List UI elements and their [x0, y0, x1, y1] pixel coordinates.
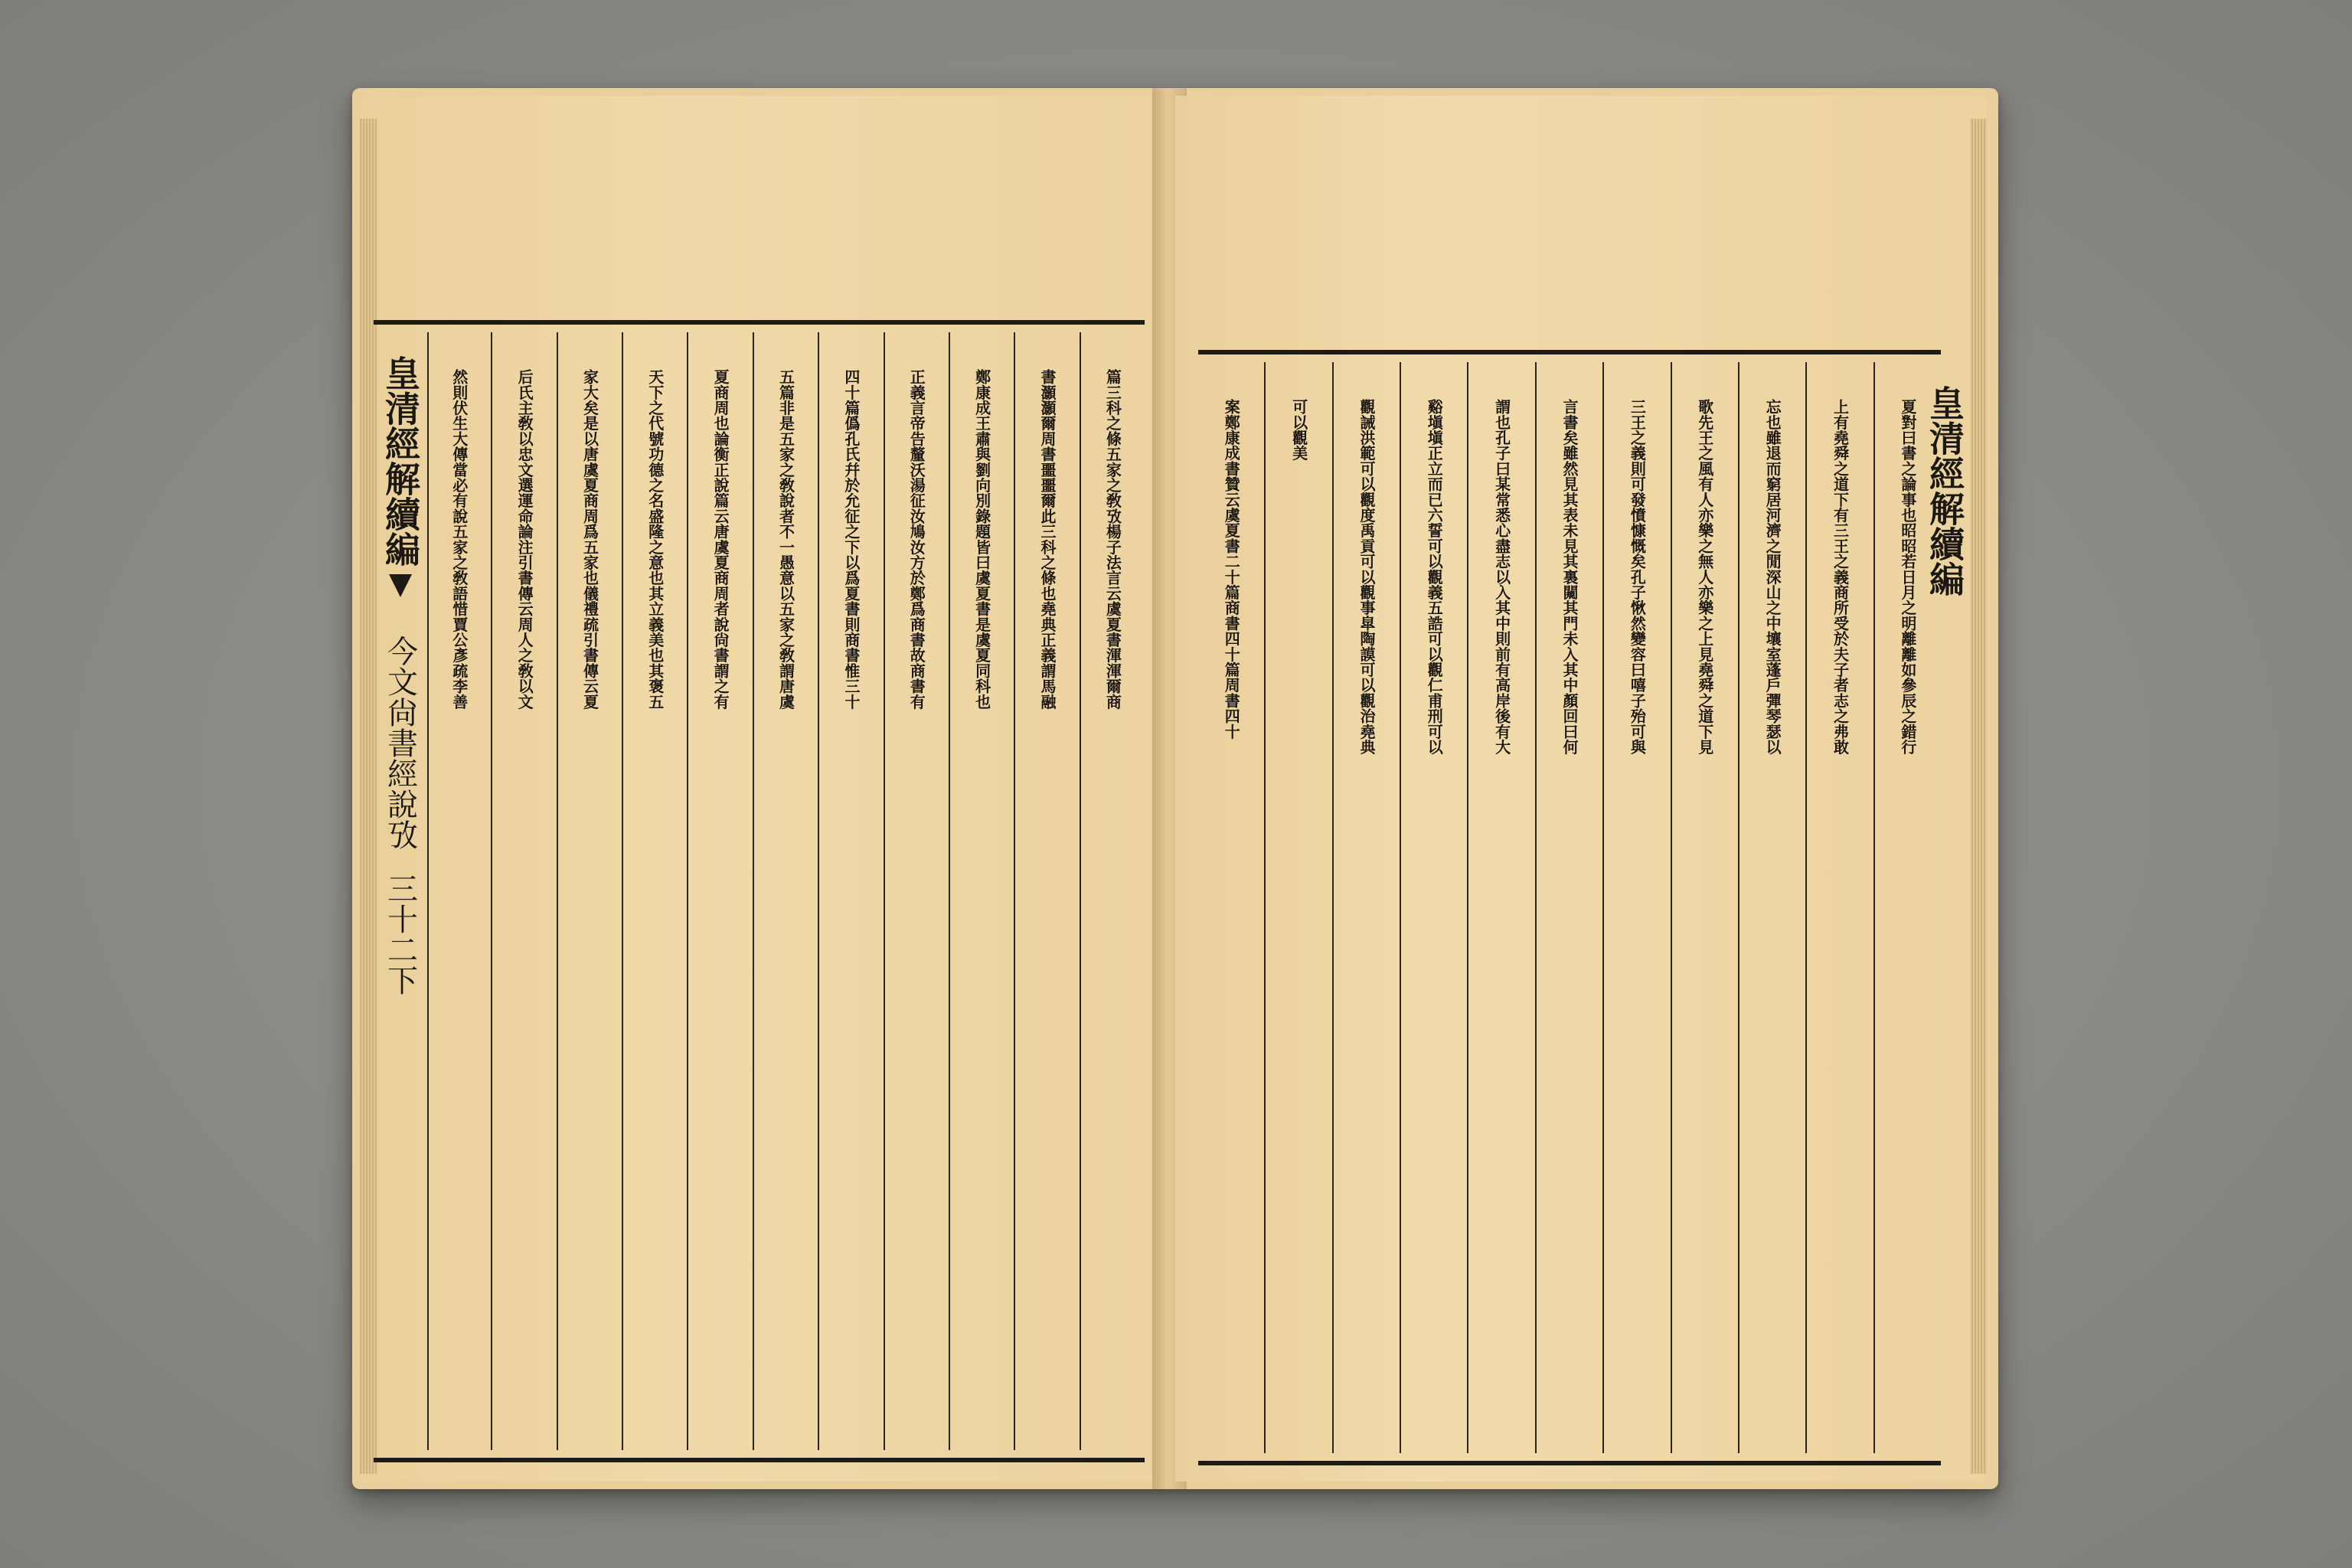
text-column — [1080, 332, 1145, 1450]
text-column — [753, 332, 818, 1450]
column-text: 可以觀美 — [1289, 399, 1308, 461]
column-text: 四十篇僞孔氏幷於允征之下以爲夏書則商書惟三十 — [841, 369, 861, 710]
column-text: 書灝灝爾周書噩噩爾此三科之條也堯典正義謂馬融 — [1037, 369, 1057, 710]
text-column — [1264, 362, 1331, 1453]
column-text: 謂也孔子曰某常悉心盡志以入其中則前有高岸後有大 — [1492, 399, 1511, 755]
column-text: 夏對曰書之論事也昭昭若日月之明離離如參辰之錯行 — [1898, 399, 1917, 755]
text-column — [1738, 362, 1805, 1453]
text-column — [1602, 362, 1670, 1453]
column-text: 谿塡塡正立而已六誓可以觀義五誥可以觀仁甫刑可以 — [1425, 399, 1444, 755]
text-column — [1535, 362, 1602, 1453]
text-column — [1198, 362, 1264, 1453]
column-text: 案鄭康成書贊云虞夏書二十篇商書四十篇周書四十 — [1222, 399, 1241, 740]
text-column — [818, 332, 883, 1450]
right-running-head — [1918, 362, 1971, 1453]
column-text: 三王之義則可發憤慷慨矣孔子愀然變容曰嘻子殆可與 — [1628, 399, 1647, 755]
column-text: 然則伏生大傳當必有說五家之敎語惜賈公彥疏李善 — [449, 369, 469, 710]
fishtail-mark — [389, 574, 412, 597]
column-text: 篇三科之條五家之敎攷楊子法言云虞夏書渾渾爾商 — [1103, 369, 1122, 710]
text-column — [949, 332, 1014, 1450]
column-text: 五篇非是五家之敎說者不一愚意以五家之敎謂唐虞 — [776, 369, 795, 710]
text-column — [1671, 362, 1738, 1453]
text-column — [687, 332, 752, 1450]
left-running-head — [374, 332, 429, 1450]
column-text: 家大矣是以唐虞夏商周爲五家也儀禮疏引書傳云夏 — [580, 369, 599, 710]
right-page — [1175, 96, 1987, 1481]
text-column — [427, 332, 491, 1450]
text-column — [1014, 332, 1079, 1450]
text-column — [557, 332, 622, 1450]
column-text: 天下之代號功德之名盛隆之意也其立義美也其褒五 — [645, 369, 665, 710]
column-text: 鄭康成王肅與劉向別錄題皆曰虞夏書是虞夏同科也 — [972, 369, 991, 710]
left-text-frame — [374, 320, 1145, 1462]
column-text: 正義言帝告釐沃湯征汝鳩汝方於鄭爲商書故商書有 — [907, 369, 926, 710]
column-text: 后氏主敎以忠文選運命論注引書傳云周人之敎以文 — [515, 369, 534, 710]
column-text: 歌先王之風有人亦樂之無人亦樂之上見堯舜之道下見 — [1695, 399, 1714, 755]
column-text: 上有堯舜之道下有三王之義商所受於夫子者志之弗敢 — [1831, 399, 1850, 755]
running-title: 皇清經解續編 — [1924, 385, 1965, 596]
text-column — [1467, 362, 1534, 1453]
text-column — [884, 332, 949, 1450]
text-column — [622, 332, 687, 1450]
column-text: 忘也雖退而窮居河濟之閒深山之中壤室蓬戶彈琴瑟以 — [1763, 399, 1782, 755]
text-column — [1332, 362, 1400, 1453]
column-text: 觀誡洪範可以觀度禹貢可以觀事皐陶謨可以觀治堯典 — [1357, 399, 1376, 755]
section-label: 今文尙書經說攷 — [382, 635, 418, 850]
folio-number: 三十二下 — [382, 873, 418, 995]
running-title: 皇清經解續編 — [380, 355, 421, 567]
text-column — [491, 332, 556, 1450]
text-column — [1805, 362, 1873, 1453]
page-edge — [1970, 119, 1987, 1474]
left-page — [360, 96, 1160, 1481]
text-column — [1400, 362, 1467, 1453]
open-book — [352, 88, 1998, 1489]
column-text: 言書矣雖然見其表未見其裏闚其門未入其中顏回曰何 — [1560, 399, 1579, 755]
right-text-frame — [1198, 350, 1965, 1465]
column-text: 夏商周也論衡正說篇云唐虞夏商周者說尙書謂之有 — [711, 369, 730, 710]
